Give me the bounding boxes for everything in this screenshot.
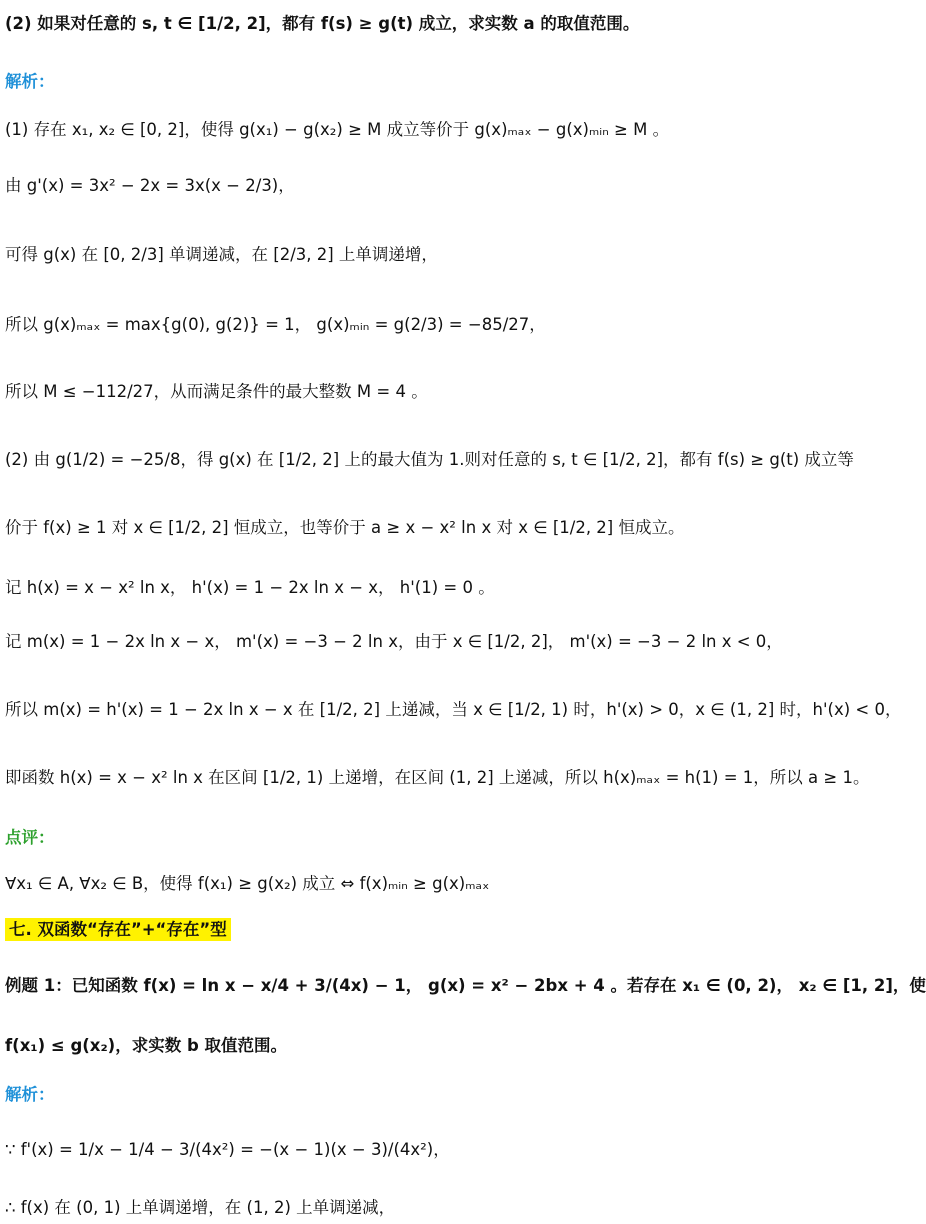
- solution-line: (1) 存在 x₁, x₂ ∈ [0, 2]，使得 g(x₁) − g(x₂) ≥ M 成立等价于 g(x)ₘₐₓ − g(x)ₘᵢₙ ≥ M 。: [5, 120, 670, 139]
- solution-line: ∴ f(x) 在 (0, 1) 上单调递增，在 (1, 2) 上单调递减，: [5, 1198, 396, 1217]
- solution-line: ∵ f'(x) = 1/x − 1/4 − 3/(4x²) = −(x − 1)(x − 3)/(4x²)，: [5, 1140, 450, 1159]
- analysis-heading: 解析：: [5, 72, 55, 91]
- solution-line: 由 g'(x) = 3x² − 2x = 3x(x − 2/3)，: [5, 176, 295, 195]
- solution-line: 价于 f(x) ≥ 1 对 x ∈ [1/2, 2] 恒成立，也等价于 a ≥ x − x² ln x 对 x ∈ [1/2, 2] 恒成立。: [5, 518, 685, 537]
- comment-heading: 点评：: [5, 828, 55, 847]
- solution-line: 即函数 h(x) = x − x² ln x 在区间 [1/2, 1) 上递增，在区间 (1, 2] 上递减，所以 h(x)ₘₐₓ = h(1) = 1，所以 a ≥ 1。: [5, 768, 870, 787]
- solution-line: 可得 g(x) 在 [0, 2/3] 单调递减，在 [2/3, 2] 上单调递增，: [5, 245, 438, 264]
- comment-line: ∀x₁ ∈ A, ∀x₂ ∈ B，使得 f(x₁) ≥ g(x₂) 成立 ⇔ f(x)ₘᵢₙ ≥ g(x)ₘₐₓ: [5, 874, 490, 893]
- section-heading: [5, 918, 820, 942]
- solution-line: (2) 由 g(1/2) = −25/8，得 g(x) 在 [1/2, 2] 上的最大值为 1.则对任意的 s, t ∈ [1/2, 2]，都有 f(s) ≥ g(t) 成立等: [5, 450, 854, 469]
- example-question: f(x₁) ≤ g(x₂)，求实数 b 取值范围。: [5, 1036, 288, 1055]
- solution-line: 所以 M ≤ −112/27，从而满足条件的最大整数 M = 4 。: [5, 382, 428, 401]
- solution-line: 所以 m(x) = h'(x) = 1 − 2x ln x − x 在 [1/2, 2] 上递减，当 x ∈ [1/2, 1) 时，h'(x) > 0，x ∈ (1, 2] 时，h'(x) < 0，: [5, 700, 902, 719]
- solution-line: 记 h(x) = x − x² ln x， h'(x) = 1 − 2x ln x − x， h'(1) = 0 。: [5, 578, 495, 597]
- solution-line: 所以 g(x)ₘₐₓ = max{g(0), g(2)} = 1， g(x)ₘᵢₙ = g(2/3) = −85/27，: [5, 315, 546, 334]
- example-question: 例题 1：已知函数 f(x) = ln x − x/4 + 3/(4x) − 1， g(x) = x² − 2bx + 4 。若存在 x₁ ∈ (0, 2)， x₂ ∈ [1, 2]，使: [5, 976, 926, 995]
- section-title: 七. 双函数“存在”+“存在”型: [5, 918, 231, 941]
- solution-line: 记 m(x) = 1 − 2x ln x − x， m'(x) = −3 − 2 ln x，由于 x ∈ [1/2, 2]， m'(x) = −3 − 2 ln x < 0，: [5, 632, 783, 651]
- question-part-2: (2) 如果对任意的 s, t ∈ [1/2, 2]，都有 f(s) ≥ g(t) 成立，求实数 a 的取值范围。: [5, 14, 640, 33]
- analysis-heading: 解析：: [5, 1085, 55, 1104]
